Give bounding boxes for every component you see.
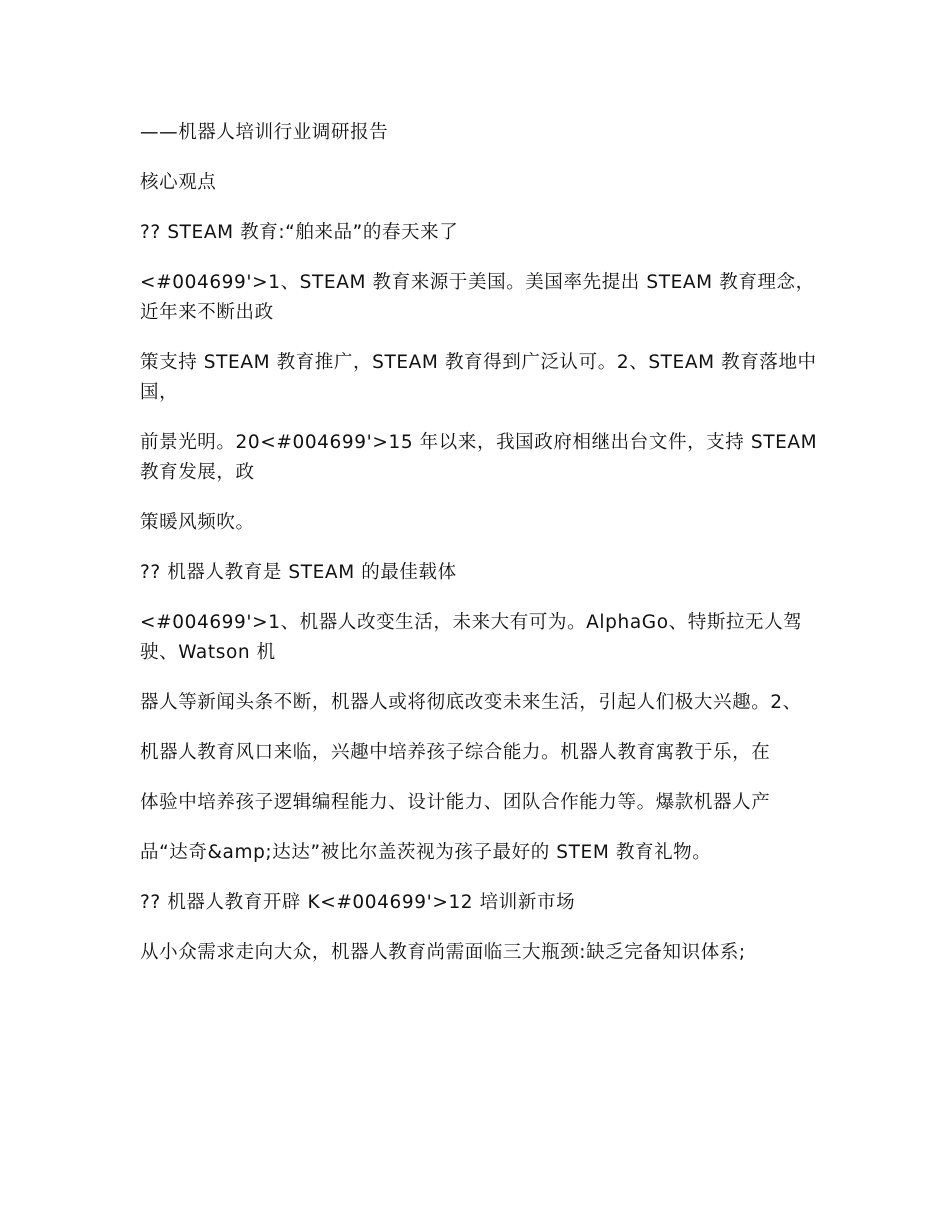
paragraph-robot-news: 器人等新闻头条不断，机器人或将彻底改变未来生活，引起人们极大兴趣。2、 [140, 692, 802, 713]
paragraph-robot-product: 品“达奇&amp;达达”被比尔盖茨视为孩子最好的 STEM 教育礼物。 [140, 842, 712, 863]
document-body [140, 118, 830, 988]
paragraph-steam-policy: 策支持 STEAM 教育推广，STEAM 教育得到广泛认可。2、STEAM 教育落地中国， [140, 352, 817, 403]
section-heading-core-views: 核心观点 [140, 172, 217, 193]
paragraph-policy-wind: 策暖风频吹。 [140, 512, 255, 533]
paragraph-robot-skills: 体验中培养孩子逻辑编程能力、设计能力、团队合作能力等。爆款机器人产 [140, 792, 771, 813]
paragraph-steam-origin: <#004699'>1、STEAM 教育来源于美国。美国率先提出 STEAM 教育理念，近年来不断出政 [140, 272, 815, 323]
paragraph-robot-education: 机器人教育风口来临，兴趣中培养孩子综合能力。机器人教育寓教于乐，在 [140, 742, 771, 763]
paragraph-robot-life: <#004699'>1、机器人改变生活，未来大有可为。AlphaGo、特斯拉无人驾驶、Watson 机 [140, 612, 803, 663]
bullet-heading-robot-carrier: ?? 机器人教育是 STEAM 的最佳载体 [140, 562, 457, 583]
bullet-heading-k12-market: ?? 机器人教育开辟 K<#004699'>12 培训新市场 [140, 892, 576, 913]
paragraph-bottlenecks: 从小众需求走向大众，机器人教育尚需面临三大瓶颈:缺乏完备知识体系; [140, 942, 746, 963]
paragraph-steam-china: 前景光明。20<#004699'>15 年以来，我国政府相继出台文件，支持 STEAM 教育发展，政 [140, 432, 818, 483]
bullet-heading-steam: ?? STEAM 教育:“舶来品”的春天来了 [140, 222, 459, 243]
report-subtitle: ——机器人培训行业调研报告 [140, 122, 389, 143]
